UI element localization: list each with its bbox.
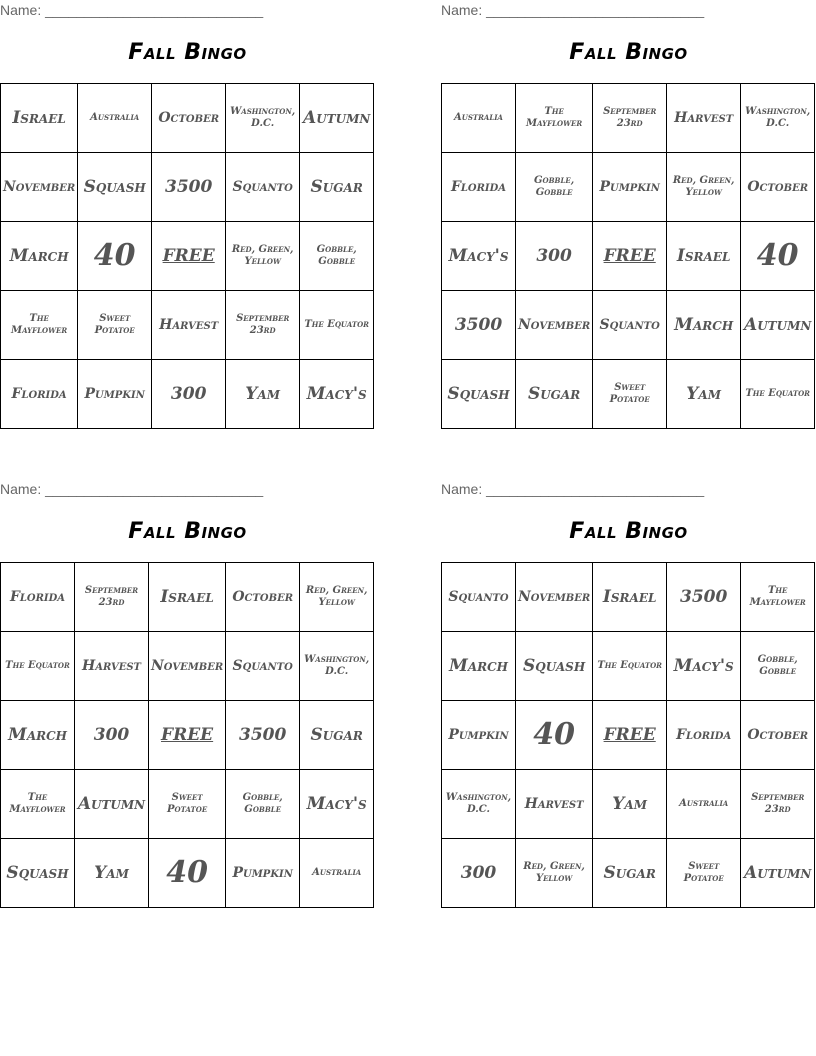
bingo-cell-text: Squash — [523, 655, 586, 676]
bingo-cell — [75, 563, 149, 632]
bingo-cell-text: Sweet Potatoe — [609, 382, 650, 405]
bingo-cell-text: 40 — [533, 717, 575, 752]
bingo-cell-text: Squanto — [448, 588, 509, 605]
bingo-cell-text: Yam — [94, 862, 129, 883]
bingo-row — [442, 84, 815, 153]
bingo-cell — [149, 563, 226, 632]
bingo-cell-text: 300 — [170, 383, 207, 404]
bingo-cell-text: Sugar — [310, 176, 363, 197]
bingo-cell — [300, 84, 374, 153]
bingo-cell-text: Squash — [83, 176, 146, 197]
bingo-cell-text: Red, Green, Yellow — [523, 861, 585, 884]
bingo-cell — [442, 632, 516, 701]
bingo-cell-text: Autumn — [303, 107, 371, 128]
bingo-cell — [1, 701, 75, 770]
bingo-cell-text: Gobble, Gobble — [242, 792, 283, 815]
bingo-cell — [226, 563, 300, 632]
bingo-cell-text: 3500 — [165, 176, 213, 197]
bingo-cell-text: Squash — [6, 862, 69, 883]
bingo-cell — [442, 222, 516, 291]
bingo-cell-text: FREE — [162, 245, 215, 266]
bingo-cell-text: The Mayflower — [749, 585, 806, 608]
bingo-cell-text: 300 — [460, 862, 497, 883]
bingo-cell — [300, 291, 374, 360]
bingo-cell-text: FREE — [161, 724, 214, 745]
bingo-row — [1, 360, 374, 429]
bingo-cell — [75, 701, 149, 770]
bingo-cell-text: The Mayflower — [11, 313, 68, 336]
bingo-row — [442, 770, 815, 839]
bingo-cell — [593, 360, 667, 429]
bingo-cell-text: Sugar — [603, 862, 656, 883]
bingo-cell — [593, 632, 667, 701]
bingo-cell — [667, 701, 741, 770]
free-space — [593, 701, 667, 770]
free-space — [149, 701, 226, 770]
bingo-cell-text: Squanto — [232, 178, 293, 195]
bingo-cell — [1, 153, 78, 222]
card-title: Fall Bingo — [569, 519, 688, 544]
bingo-cell — [516, 701, 593, 770]
bingo-cell — [741, 84, 815, 153]
name-field-label: Name: ____________________________ — [441, 2, 705, 18]
bingo-cell — [516, 153, 593, 222]
bingo-cell-text: The Equator — [304, 319, 369, 330]
bingo-cell — [442, 770, 516, 839]
bingo-row — [1, 839, 374, 908]
bingo-cell — [226, 770, 300, 839]
bingo-cell — [152, 291, 226, 360]
bingo-cell-text: Florida — [676, 726, 732, 743]
bingo-cell — [78, 360, 152, 429]
bingo-cell — [1, 839, 75, 908]
card-title: Fall Bingo — [128, 40, 247, 65]
bingo-cell-text: 300 — [536, 245, 572, 266]
bingo-cell — [593, 839, 667, 908]
bingo-cell — [516, 291, 593, 360]
bingo-cell-text: November — [151, 657, 224, 674]
bingo-cell-text: Macy's — [306, 793, 367, 814]
bingo-cell-text: Israel — [160, 586, 214, 607]
bingo-grid — [0, 83, 374, 429]
bingo-row — [442, 222, 815, 291]
bingo-cell — [226, 291, 300, 360]
bingo-cell-text: September 23rd — [236, 313, 290, 336]
bingo-cell — [516, 770, 593, 839]
bingo-grid — [441, 83, 815, 429]
bingo-cell — [516, 632, 593, 701]
bingo-cell-text: Sugar — [527, 383, 581, 404]
bingo-row — [1, 84, 374, 153]
bingo-cell-text: September 23rd — [603, 106, 657, 129]
bingo-row — [1, 222, 374, 291]
bingo-cell — [149, 839, 226, 908]
bingo-cell — [300, 153, 374, 222]
bingo-row — [1, 701, 374, 770]
bingo-cell-text: The Equator — [5, 660, 70, 671]
bingo-cell — [75, 770, 149, 839]
bingo-cell — [741, 222, 815, 291]
bingo-row — [442, 563, 815, 632]
bingo-cell — [667, 632, 741, 701]
bingo-cell — [149, 770, 226, 839]
bingo-cell-text: Sugar — [310, 724, 363, 745]
bingo-cell-text: Washington, D.C. — [745, 106, 811, 129]
bingo-row — [442, 632, 815, 701]
bingo-cell-text: Macy's — [673, 655, 734, 676]
bingo-cell-text: FREE — [603, 245, 656, 266]
bingo-cell — [516, 563, 593, 632]
bingo-cell — [226, 222, 300, 291]
bingo-cell — [593, 84, 667, 153]
bingo-cell — [741, 563, 815, 632]
bingo-cell-text: Macy's — [306, 383, 367, 404]
bingo-cell — [741, 632, 815, 701]
bingo-cell — [78, 291, 152, 360]
bingo-cell-text: October — [747, 726, 809, 743]
bingo-cell-text: March — [674, 314, 734, 335]
bingo-cell-text: October — [158, 109, 220, 126]
bingo-cell-text: 300 — [93, 724, 130, 745]
bingo-cell-text: Macy's — [448, 245, 509, 266]
bingo-cell — [300, 632, 374, 701]
bingo-cell-text: Israel — [602, 586, 657, 607]
bingo-cell-text: Red, Green, Yellow — [231, 244, 294, 267]
bingo-cell-text: Sweet Potatoe — [94, 313, 135, 336]
bingo-cell — [593, 770, 667, 839]
bingo-cell — [1, 770, 75, 839]
bingo-cell — [300, 839, 374, 908]
bingo-cell-text: March — [8, 724, 67, 745]
bingo-cell-text: The Mayflower — [526, 106, 583, 129]
bingo-cell — [741, 153, 815, 222]
bingo-cell — [149, 632, 226, 701]
bingo-cell — [442, 84, 516, 153]
bingo-cell-text: Pumpkin — [84, 385, 145, 402]
bingo-cell — [442, 701, 516, 770]
bingo-cell-text: Harvest — [82, 657, 141, 674]
bingo-cell — [741, 839, 815, 908]
bingo-cell — [78, 222, 152, 291]
bingo-cell — [593, 563, 667, 632]
bingo-cell — [741, 770, 815, 839]
bingo-cell-text: FREE — [603, 724, 656, 745]
bingo-cell — [1, 222, 78, 291]
bingo-cell — [593, 291, 667, 360]
free-space — [152, 222, 226, 291]
bingo-cell — [226, 701, 300, 770]
bingo-cell — [1, 291, 78, 360]
bingo-cell — [226, 839, 300, 908]
free-space — [593, 222, 667, 291]
bingo-cell — [226, 153, 300, 222]
bingo-cell — [667, 84, 741, 153]
bingo-cell-text: Washington, D.C. — [445, 792, 512, 815]
bingo-cell-text: November — [518, 588, 591, 605]
bingo-row — [1, 153, 374, 222]
bingo-cell-text: Autumn — [77, 793, 146, 814]
bingo-cell-text: The Equator — [745, 388, 810, 399]
bingo-cell-text: Florida — [9, 588, 66, 605]
bingo-cell-text: September 23rd — [751, 792, 805, 815]
bingo-cell-text: Yam — [245, 383, 281, 404]
bingo-cell — [75, 632, 149, 701]
bingo-cell-text: Yam — [612, 793, 648, 814]
bingo-cell-text: Gobble, Gobble — [757, 654, 798, 677]
bingo-cell-text: 3500 — [239, 724, 287, 745]
name-field-label: Name: ____________________________ — [441, 481, 705, 497]
bingo-cell — [1, 632, 75, 701]
bingo-cell — [226, 360, 300, 429]
bingo-cell — [667, 153, 741, 222]
name-field-label: Name: ____________________________ — [0, 481, 264, 497]
bingo-cell-text: November — [3, 178, 76, 195]
bingo-cell — [152, 84, 226, 153]
bingo-cell — [667, 291, 741, 360]
bingo-row — [1, 291, 374, 360]
bingo-cell — [667, 360, 741, 429]
bingo-cell-text: The Equator — [597, 660, 662, 671]
bingo-cell — [300, 563, 374, 632]
bingo-cell-text: Autumn — [744, 862, 812, 883]
bingo-cell-text: Florida — [11, 385, 67, 402]
bingo-cell-text: 40 — [93, 238, 136, 273]
bingo-cell-text: Gobble, Gobble — [316, 244, 357, 267]
bingo-cell — [300, 222, 374, 291]
bingo-cell-text: Harvest — [159, 316, 219, 333]
bingo-cell-text: Harvest — [674, 109, 734, 126]
card-title: Fall Bingo — [128, 519, 247, 544]
bingo-cell — [152, 360, 226, 429]
bingo-row — [1, 563, 374, 632]
bingo-row — [442, 291, 815, 360]
bingo-cell — [78, 84, 152, 153]
bingo-cell-text: Pumpkin — [599, 178, 660, 195]
bingo-row — [442, 360, 815, 429]
bingo-cell-text: Florida — [450, 178, 507, 195]
bingo-cell-text: Gobble, Gobble — [533, 175, 575, 198]
bingo-cell — [300, 701, 374, 770]
bingo-cell-text: Australia — [90, 112, 140, 123]
bingo-cell — [442, 360, 516, 429]
bingo-cell-text: November — [518, 316, 591, 333]
bingo-cell — [78, 153, 152, 222]
bingo-cell-text: Australia — [453, 112, 503, 123]
bingo-cell-text: Autumn — [744, 314, 812, 335]
bingo-cell — [741, 291, 815, 360]
bingo-cell — [667, 770, 741, 839]
bingo-cell-text: Australia — [312, 867, 362, 878]
bingo-cell-text: Sweet Potatoe — [683, 861, 724, 884]
bingo-grid — [0, 562, 374, 908]
bingo-cell — [300, 360, 374, 429]
bingo-cell-text: Pumpkin — [232, 864, 293, 881]
card-title: Fall Bingo — [569, 40, 688, 65]
bingo-cell — [667, 839, 741, 908]
bingo-cell — [667, 222, 741, 291]
bingo-cell-text: October — [747, 178, 809, 195]
bingo-cell — [741, 701, 815, 770]
bingo-cell-text: March — [9, 245, 69, 266]
bingo-cell — [1, 563, 75, 632]
bingo-cell-text: October — [232, 588, 294, 605]
bingo-cell — [1, 84, 78, 153]
bingo-row — [442, 153, 815, 222]
bingo-cell-text: 3500 — [454, 314, 503, 335]
bingo-cell — [741, 360, 815, 429]
bingo-cell — [593, 153, 667, 222]
bingo-cell-text: Washington, D.C. — [230, 106, 296, 129]
bingo-cell — [75, 839, 149, 908]
bingo-cell-text: Harvest — [524, 795, 584, 812]
bingo-cell-text: Squash — [447, 383, 510, 404]
bingo-cell-text: March — [449, 655, 508, 676]
bingo-row — [1, 632, 374, 701]
bingo-cell — [516, 222, 593, 291]
bingo-cell-text: 3500 — [680, 586, 728, 607]
bingo-row — [1, 770, 374, 839]
bingo-cell-text: Pumpkin — [448, 726, 509, 743]
bingo-cell-text: 40 — [756, 238, 799, 273]
bingo-cell — [516, 839, 593, 908]
bingo-cell-text: Australia — [679, 798, 729, 809]
bingo-cell — [442, 291, 516, 360]
bingo-cell-text: Israel — [12, 107, 66, 128]
bingo-cell — [152, 153, 226, 222]
bingo-cell-text: Squanto — [232, 657, 293, 674]
bingo-cell — [442, 563, 516, 632]
bingo-cell — [442, 153, 516, 222]
bingo-cell-text: September 23rd — [84, 585, 139, 608]
bingo-cell-text: Red, Green, Yellow — [672, 175, 735, 198]
bingo-row — [442, 701, 815, 770]
bingo-cell — [667, 563, 741, 632]
bingo-row — [442, 839, 815, 908]
bingo-grid — [441, 562, 815, 908]
bingo-cell-text: Red, Green, Yellow — [305, 585, 368, 608]
name-field-label: Name: ____________________________ — [0, 2, 264, 18]
bingo-cell — [226, 632, 300, 701]
bingo-cell — [442, 839, 516, 908]
bingo-cell — [226, 84, 300, 153]
bingo-cell-text: Washington, D.C. — [304, 654, 370, 677]
bingo-cell — [516, 360, 593, 429]
bingo-cell-text: Israel — [676, 245, 731, 266]
bingo-cell — [300, 770, 374, 839]
bingo-cell — [516, 84, 593, 153]
bingo-cell-text: Squanto — [599, 316, 660, 333]
bingo-cell-text: Yam — [686, 383, 722, 404]
bingo-cell-text: 40 — [166, 855, 208, 890]
bingo-cell-text: Sweet Potatoe — [167, 792, 208, 815]
bingo-cell — [1, 360, 78, 429]
bingo-cell-text: The Mayflower — [9, 792, 66, 815]
